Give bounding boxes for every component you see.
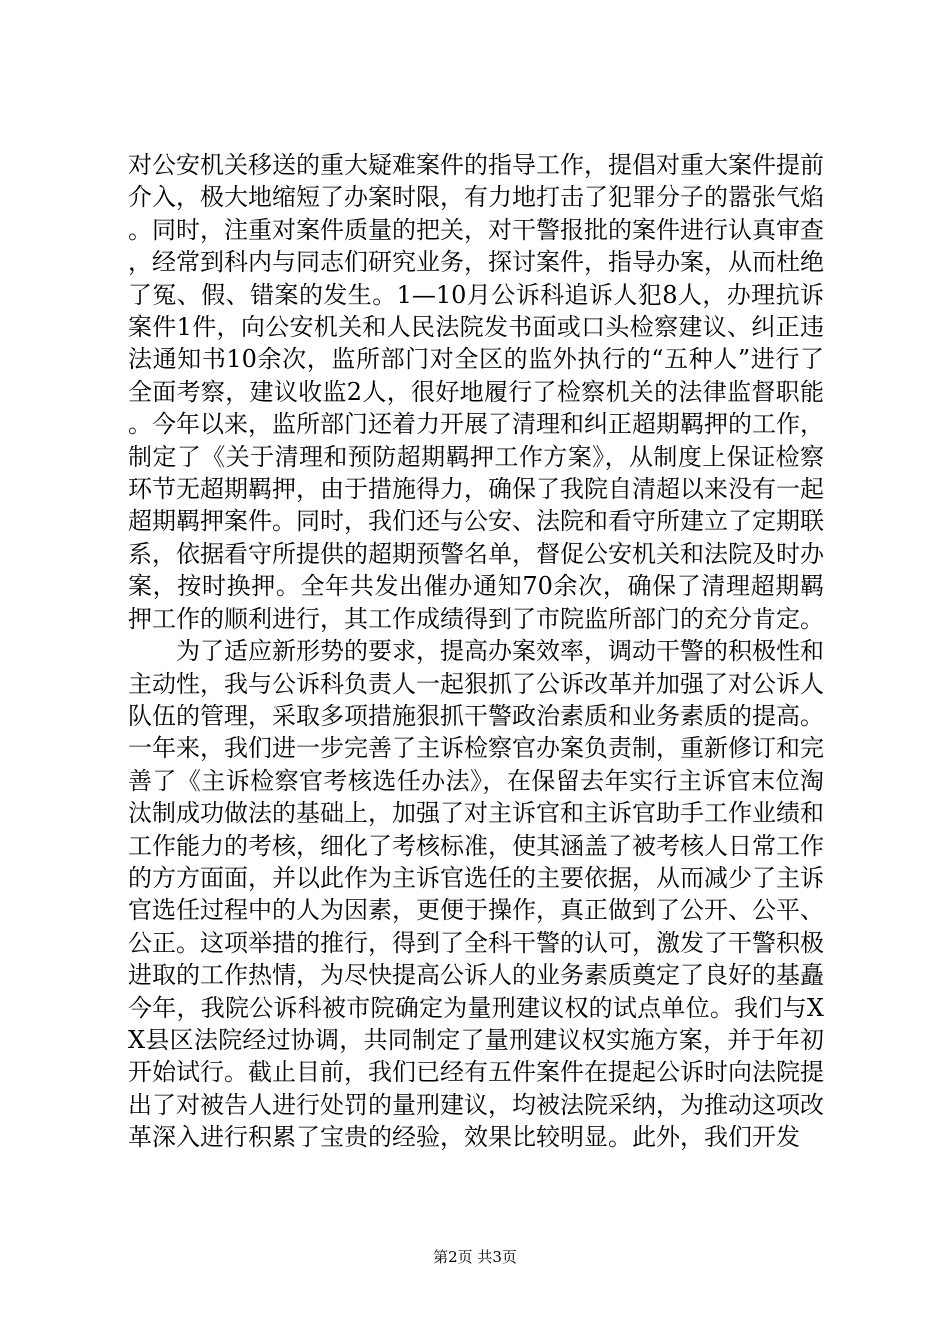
paragraph-1: 对公安机关移送的重大疑难案件的指导工作，提倡对重大案件提前介入，极大地缩短了办案时限，有力地打击了犯罪分子的嚣张气焰。同时，注重对案件质量的把关，对干警报批的案件进行认真审查，经常到科内与同志们研究业务，探讨案件，指导办案，从而杜绝了冤、假、错案的发生。1—10月公诉科追诉人犯8人，办理抗诉案件1件，向公安机关和人民法院发书面或口头检察建议、纠正违法通知书10余次，监所部门对全区的监外执行的“五种人”进行了全面考察，建议收监2人，很好地履行了检察机关的法律监督职能。今年以来，监所部门还着力开展了清理和纠正超期羁押的工作，制定了《关于清理和预防超期羁押工作方案》，从制度上保证检察环节无超期羁押，由于措施得力，确保了我院自清超以来没有一起超期羁押案件。同时，我们还与公安、法院和看守所建立了定期联系，依据看守所提供的超期预警名单，督促公安机关和法院及时办案，按时换押。全年共发出催办通知70余次，确保了清理超期羁押工作的顺利进行，其工作成绩得到了市院监所部门的充分肯定。	[128, 151, 824, 633]
document-body	[128, 149, 824, 1154]
page-footer: 第2页 共3页	[433, 1248, 517, 1266]
paragraph-2: 为了适应新形势的要求，提高办案效率，调动干警的积极性和主动性，我与公诉科负责人一起狠抓了公诉改革并加强了对公诉人队伍的管理，采取多项措施狠抓干警政治素质和业务素质的提高。一年来，我们进一步完善了主诉检察官办案负责制，重新修订和完善了《主诉检察官考核选任办法》，在保留去年实行主诉官末位淘汰制成功做法的基础上，加强了对主诉官和主诉官助手工作业绩和工作能力的考核，细化了考核标准，使其涵盖了被考核人日常工作的方方面面，并以此作为主诉官选任的主要依据，从而减少了主诉官选任过程中的人为因素，更便于操作，真正做到了公开、公平、公正。这项举措的推行，得到了全科干警的认可，激发了干警积极进取的工作热情，为尽快提高公诉人的业务素质奠定了良好的基矗今年，我院公诉科被市院确定为量刑建议权的试点单位。我们与XX县区法院经过协调，共同制定了量刑建议权实施方案，并于年初开始试行。截止目前，我们已经有五件案件在提起公诉时向法院提出了对被告人进行处罚的量刑建议，均被法院采纳，为推动这项改革深入进行积累了宝贵的经验，效果比较明显。此外，我们开发	[128, 637, 824, 1152]
